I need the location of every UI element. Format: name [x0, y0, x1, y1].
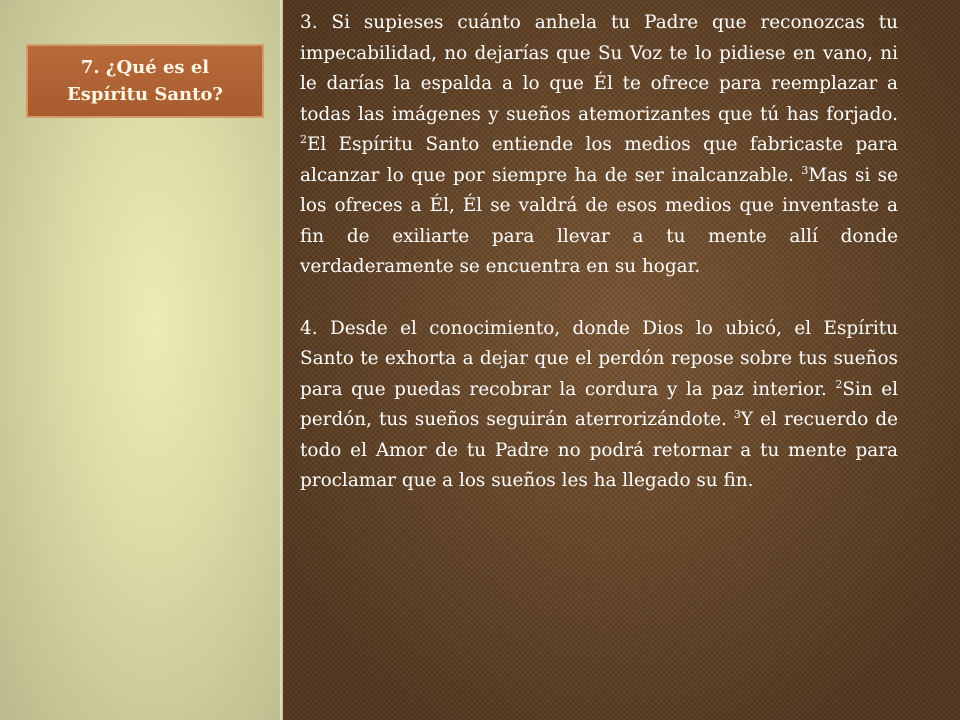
- paragraph-3: [300, 8, 898, 283]
- paragraph-3-sentence-1: 3. Si supieses cuánto anhela tu Padre que reconozcas tu impecabilidad, no dejarías que Su Voz te lo pidiese en vano, ni le darías la espalda a lo que Él te ofrece para reemplazar a todas las imágenes y sueños atemorizantes que tú has forjado.: [300, 12, 898, 125]
- paragraph-4-sentence-2: Sin el perdón, tus sueños seguirán aterrorizándote.: [300, 378, 898, 430]
- paragraph-4-sentence-3: Y el recuerdo de todo el Amor de tu Padre no podrá retornar a tu mente para proclamar que a los sueños les ha llegado su fin.: [300, 409, 898, 491]
- paragraph-3-sentence-3: Mas si se los ofreces a Él, Él se valdrá de esos medios que inventaste a fin de exiliarte para llevar a tu mente allí donde verdaderamente se encuentra en su hogar.: [300, 164, 898, 277]
- verse-number: 2: [835, 377, 843, 391]
- verse-number: 3: [733, 407, 741, 421]
- slide-title-line-2: Espíritu Santo?: [67, 84, 223, 105]
- paragraph-4: [300, 314, 898, 497]
- verse-number: 2: [300, 132, 307, 146]
- paragraph-4-sentence-1: 4. Desde el conocimiento, donde Dios lo ubicó, el Espíritu Santo te exhorta a dejar que el perdón repose sobre tus sueños para que puedas recobrar la cordura y la paz interior.: [300, 317, 898, 400]
- paragraph-3-sentence-2: El Espíritu Santo entiende los medios que fabricaste para alcanzar lo que por siempre ha de ser inalcanzable.: [300, 134, 898, 186]
- slide-title: [26, 44, 264, 118]
- slide-title-line-1: 7. ¿Qué es el: [80, 57, 210, 78]
- verse-number: 3: [801, 163, 809, 177]
- slide-body: [300, 8, 898, 497]
